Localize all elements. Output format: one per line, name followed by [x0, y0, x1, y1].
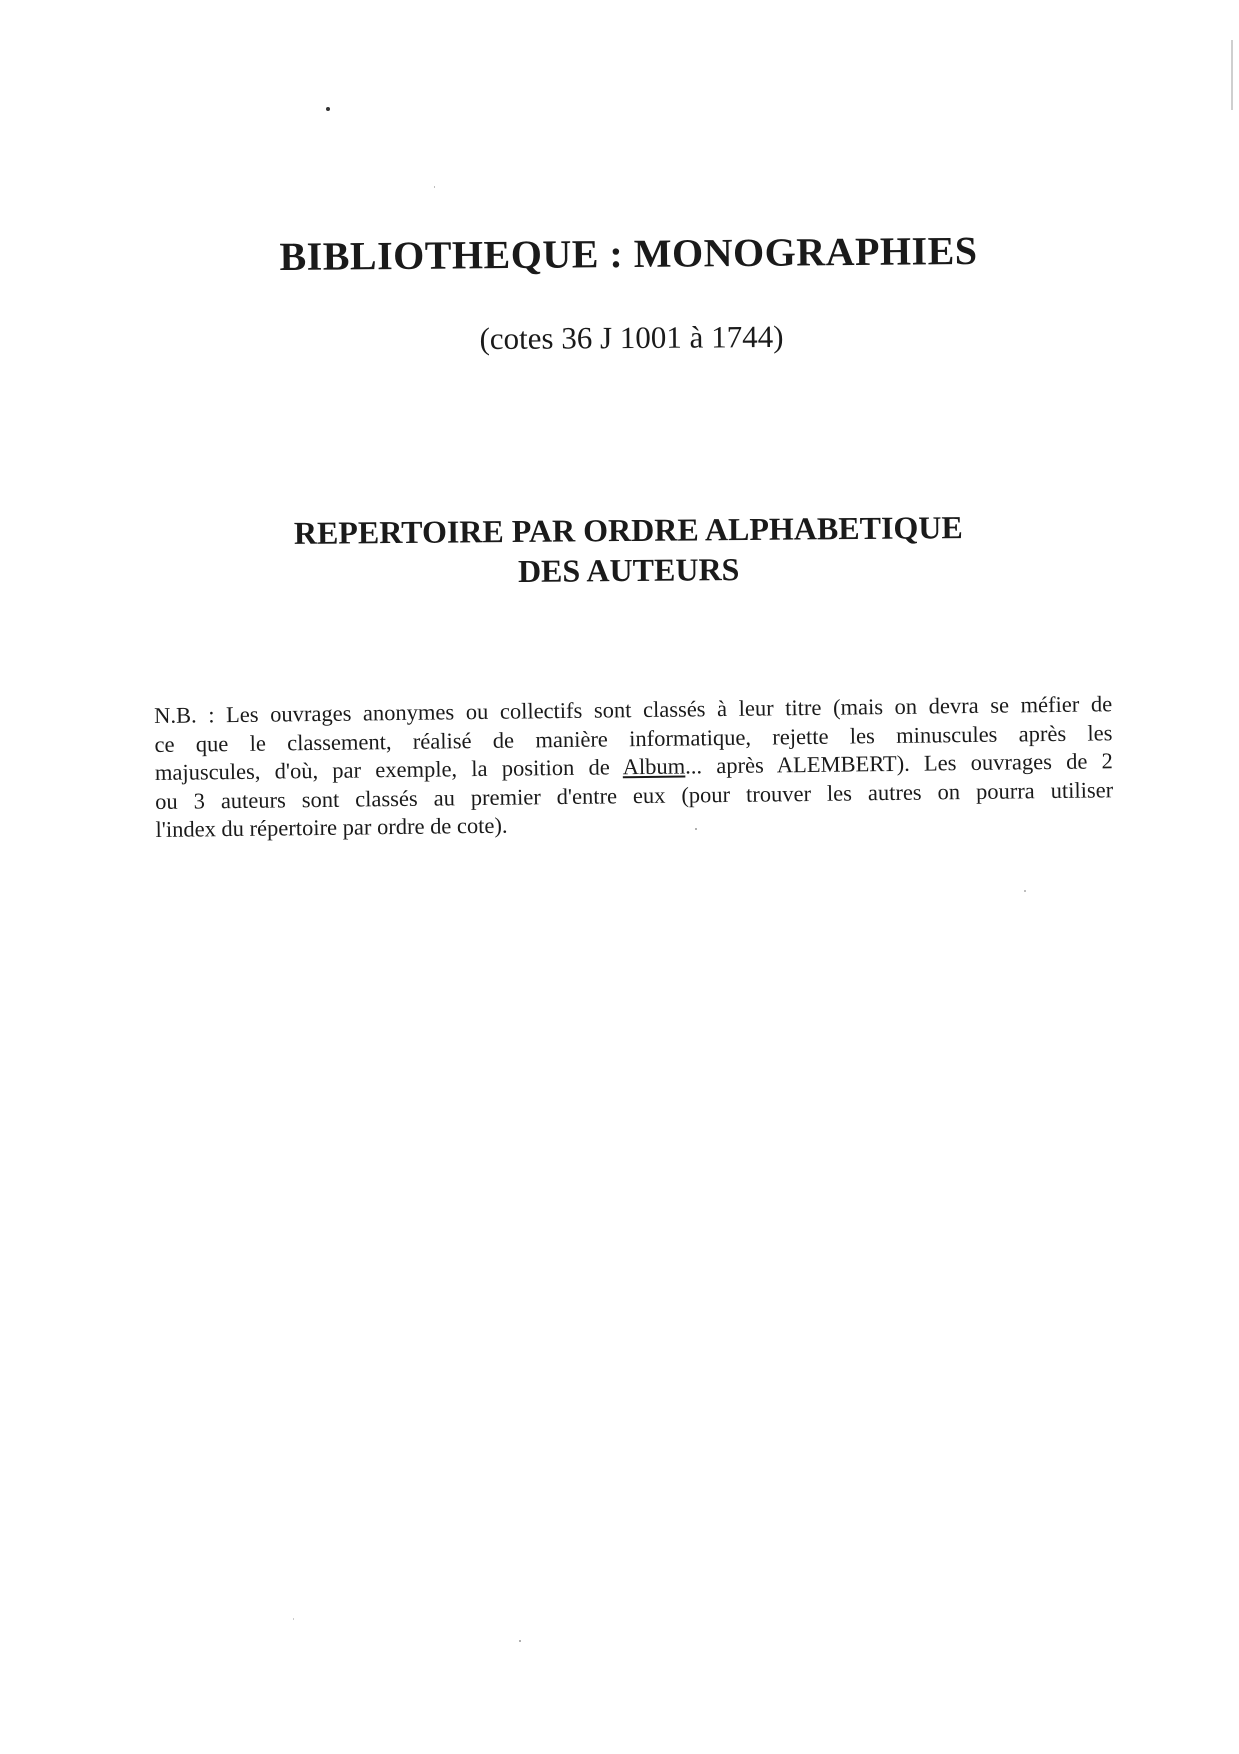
note-line-3-start: majuscules, d'où, par exemple, la position de	[154, 754, 623, 785]
note-line-2: ce que le classement, réalisé de manière informatique, rejette les minuscules après les	[154, 719, 1113, 757]
section-heading	[9, 505, 1239, 596]
note-line-3-end: ... après ALEMBERT). Les ouvrages de 2	[685, 748, 1113, 779]
section-heading-line-1: REPERTOIRE PAR ORDRE ALPHABETIQUE	[293, 509, 963, 551]
note-line-5: l'index du répertoire par ordre de cote).	[155, 812, 508, 842]
scan-speck	[1024, 890, 1026, 892]
scan-speck	[434, 186, 435, 188]
document-subtitle: (cotes 36 J 1001 à 1744)	[479, 318, 784, 357]
note-line-1: N.B. : Les ouvrages anonymes ou collectifs sont classés à leur titre (mais on devra se méfier de	[154, 691, 1113, 728]
scan-speck	[519, 1640, 521, 1642]
album-underlined-title: Album	[622, 753, 686, 780]
note-line-4: ou 3 auteurs sont classés au premier d'entre eux (pour trouver les autres on pourra utiliser	[155, 776, 1114, 814]
scan-speck	[326, 107, 330, 111]
note-paragraph	[154, 690, 1114, 844]
document-title: BIBLIOTHEQUE : MONOGRAPHIES	[279, 227, 978, 280]
section-heading-line-2: DES AUTEURS	[517, 551, 740, 589]
scan-speck	[293, 1618, 294, 1620]
scan-edge-mark	[1231, 40, 1233, 110]
